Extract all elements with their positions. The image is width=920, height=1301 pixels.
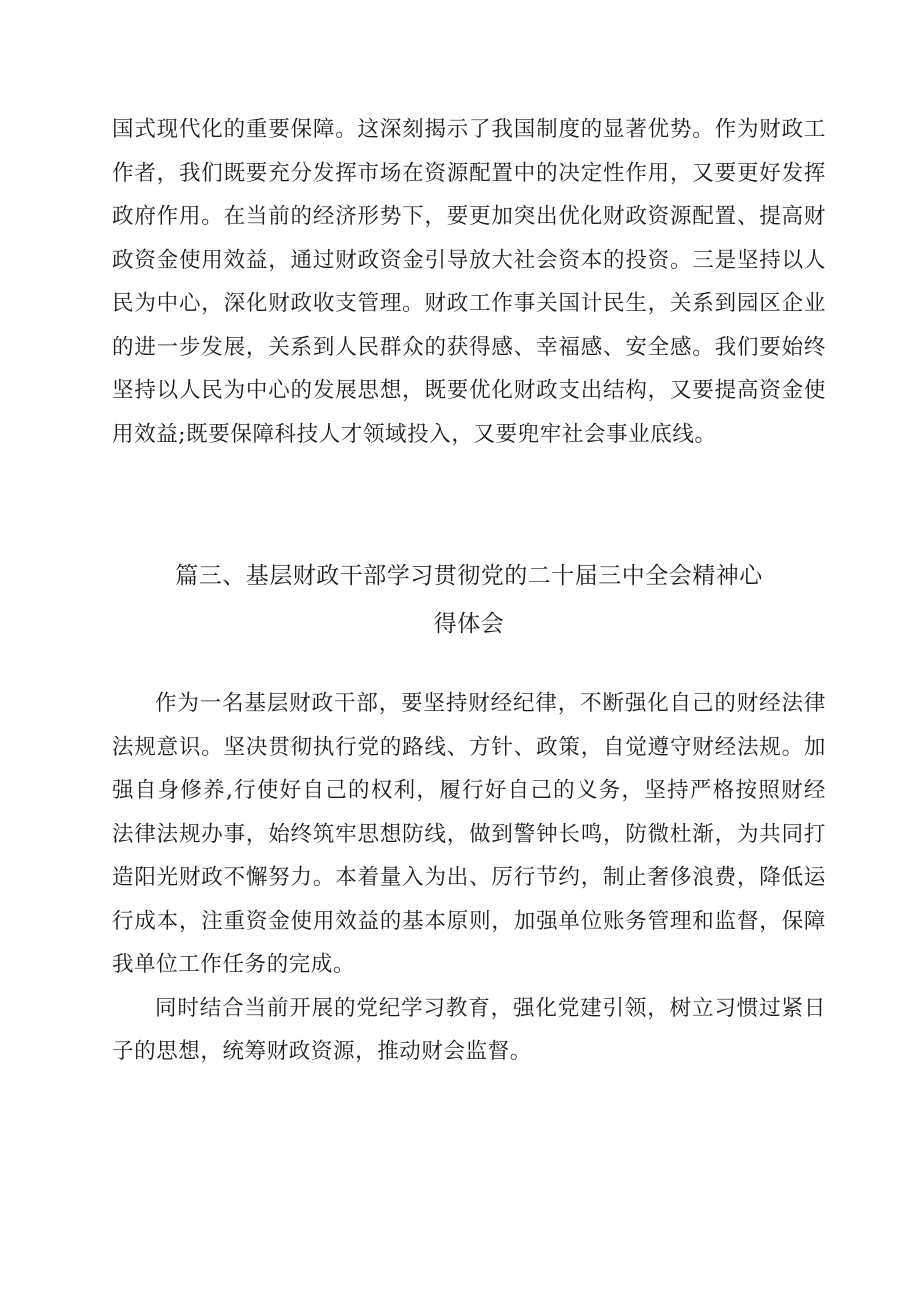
section-body bbox=[112, 682, 826, 1074]
body-paragraph: 作为一名基层财政干部，要坚持财经纪律，不断强化自己的财经法律法规意识。坚决贯彻执行党的路线、方针、政策，自觉遵守财经法规。加强自身修养,行使好自己的权利，履行好自己的义务，坚持严格按照财经法律法规办事，始终筑牢思想防线，做到警钟长鸣，防微杜渐，为共同打造阳光财政不懈努力。本着量入为出、厉行节约，制止奢侈浪费，降低运行成本，注重资金使用效益的基本原则，加强单位账务管理和监督，保障我单位工作任务的完成。 bbox=[112, 691, 826, 977]
section-heading-line-1: 篇三、基层财政干部学习贯彻党的二十届三中全会精神心 bbox=[175, 563, 763, 589]
section-heading bbox=[112, 552, 826, 648]
body-paragraph: 国式现代化的重要保障。这深刻揭示了我国制度的显著优势。作为财政工作者，我们既要充分发挥市场在资源配置中的决定性作用，又要更好发挥政府作用。在当前的经济形势下，要更加突出优化财政资源配置、提高财政资金使用效益，通过财政资金引导放大社会资本的投资。三是坚持以人民为中心，深化财政收支管理。财政工作事关国计民生，关系到园区企业的进一步发展，关系到人民群众的获得感、幸福感、安全感。我们要始终坚持以人民为中心的发展思想，既要优化财政支出结构，又要提高资金使用效益;既要保障科技人才领域投入，又要兜牢社会事业底线。 bbox=[112, 117, 826, 447]
continued-paragraph-block bbox=[112, 108, 826, 456]
section-heading-line-2: 得体会 bbox=[433, 611, 505, 637]
body-paragraph: 同时结合当前开展的党纪学习教育，强化党建引领，树立习惯过紧日子的思想，统筹财政资源，推动财会监督。 bbox=[112, 995, 826, 1064]
